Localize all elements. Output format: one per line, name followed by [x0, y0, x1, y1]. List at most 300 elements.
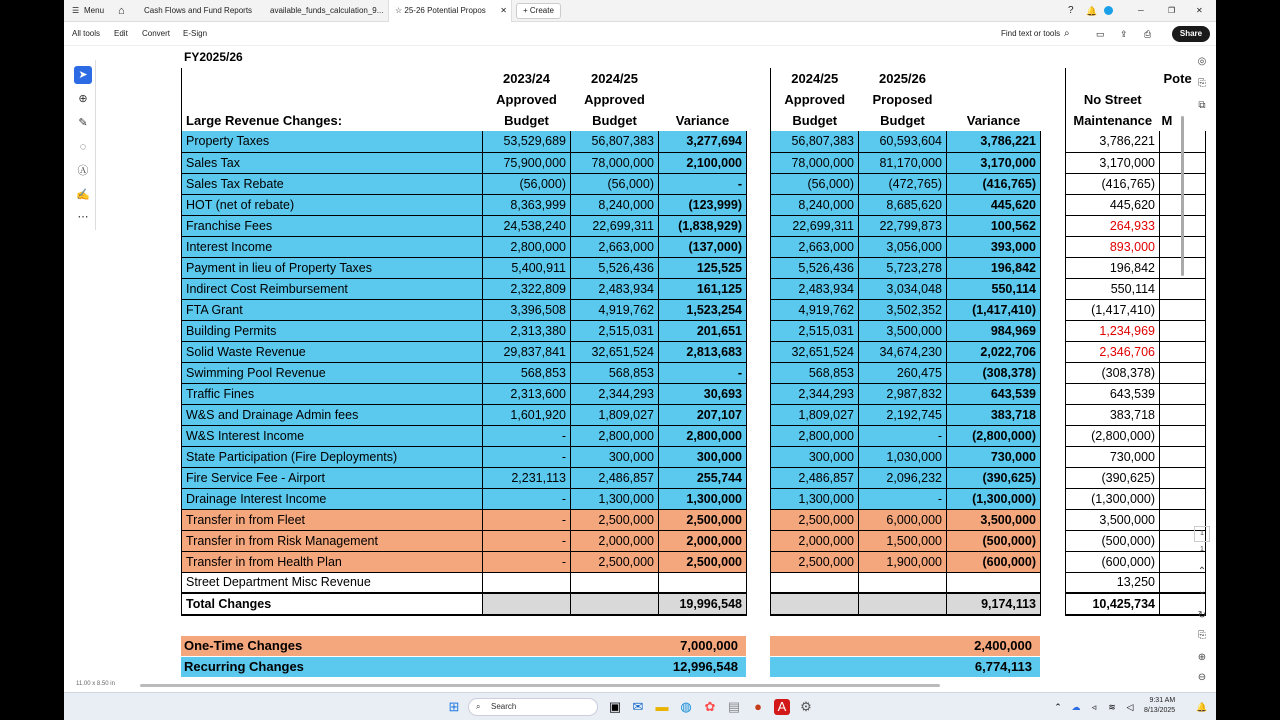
- budget-2526: 2,096,232: [859, 467, 947, 488]
- table-row: [1066, 404, 1206, 425]
- budget-2526: 8,685,620: [859, 194, 947, 215]
- table-row: [182, 383, 747, 404]
- row-label: Transfer in from Fleet: [182, 509, 483, 530]
- table-row: [771, 278, 1041, 299]
- variance: 201,651: [659, 320, 747, 341]
- budget-2324: 29,837,841: [483, 341, 571, 362]
- task-view-icon[interactable]: ▣: [608, 699, 622, 714]
- table-row: [182, 236, 747, 257]
- one-time-mid-value: 2,400,000: [974, 638, 1032, 653]
- budget-2324: 2,800,000: [483, 236, 571, 257]
- text-tool-icon[interactable]: Ⓐ: [77, 165, 89, 177]
- variance: 2,022,706: [947, 341, 1041, 362]
- budget-2425: 32,651,524: [571, 341, 659, 362]
- row-label: Traffic Fines: [182, 383, 483, 404]
- table-row: [771, 446, 1041, 467]
- budget-2425: 2,663,000: [571, 236, 659, 257]
- table-row: [771, 320, 1041, 341]
- variance-header: [659, 89, 747, 110]
- budget-2425: 1,300,000: [571, 488, 659, 509]
- m-header: Pote: [1160, 68, 1206, 89]
- settings-gear-icon[interactable]: ⚙: [800, 699, 812, 714]
- variance: (600,000): [947, 551, 1041, 572]
- total-no-street: 10,425,734: [1066, 593, 1160, 615]
- budget-2425: 2,000,000: [771, 530, 859, 551]
- no-street-value: (1,300,000): [1066, 488, 1160, 509]
- table-row: [771, 173, 1041, 194]
- one-time-left-value: 7,000,000: [680, 638, 738, 653]
- budget-2425: 2,483,934: [571, 278, 659, 299]
- table-row: [182, 320, 747, 341]
- middle-revenue-table: [770, 68, 1041, 616]
- row-label: FTA Grant: [182, 299, 483, 320]
- page-down-icon[interactable]: ⌄: [1197, 586, 1207, 597]
- outlook-icon[interactable]: ✉: [632, 699, 644, 714]
- upload-icon[interactable]: ⇪: [1120, 29, 1128, 39]
- clock-time: 9:31 AM: [1149, 697, 1176, 704]
- row-label: Building Permits: [182, 320, 483, 341]
- zoom-out-icon[interactable]: ⊖: [1197, 672, 1207, 683]
- variance: 2,000,000: [659, 530, 747, 551]
- table-row: [182, 215, 747, 236]
- budget-2425: 300,000: [771, 446, 859, 467]
- table-row: [1066, 551, 1206, 572]
- budget-2425: 2,800,000: [571, 425, 659, 446]
- edge-icon[interactable]: ◍: [680, 699, 692, 714]
- wifi-icon[interactable]: ≋: [1108, 702, 1116, 712]
- budget-2324: [483, 572, 571, 593]
- total-row: [182, 593, 747, 615]
- close-tab-icon[interactable]: ✕: [500, 6, 507, 15]
- table-row: [771, 404, 1041, 425]
- no-street-value: 264,933: [1066, 215, 1160, 236]
- budget-2425: 2,500,000: [571, 509, 659, 530]
- more-tools-icon[interactable]: ⋯: [77, 211, 89, 223]
- menu-bar: [64, 22, 1216, 46]
- variance: 445,620: [947, 194, 1041, 215]
- row-label: Payment in lieu of Property Taxes: [182, 257, 483, 278]
- tab-label: 25-26 Potential Propos: [404, 6, 486, 15]
- table-row: [771, 488, 1041, 509]
- table-row: [1066, 257, 1206, 278]
- variance: 3,500,000: [947, 509, 1041, 530]
- variance: 196,842: [947, 257, 1041, 278]
- budget-2425: 568,853: [571, 362, 659, 383]
- row-label: Swimming Pool Revenue: [182, 362, 483, 383]
- table-row: [771, 467, 1041, 488]
- variance: 207,107: [659, 404, 747, 425]
- table-row: [771, 131, 1041, 152]
- row-label: W&S and Drainage Admin fees: [182, 404, 483, 425]
- budget-2425: 300,000: [571, 446, 659, 467]
- variance-header: Variance: [966, 113, 1021, 128]
- variance: (1,838,929): [659, 215, 747, 236]
- help-icon[interactable]: ?: [1068, 5, 1074, 16]
- budget-2425: 8,240,000: [771, 194, 859, 215]
- budget-2324: 2,231,113: [483, 467, 571, 488]
- row-label: State Participation (Fire Deployments): [182, 446, 483, 467]
- clock-date: 8/13/2025: [1144, 707, 1176, 714]
- budget-2526: 6,000,000: [859, 509, 947, 530]
- proposed-2526-header: Proposed: [872, 92, 933, 107]
- variance: (500,000): [947, 530, 1041, 551]
- no-street-value: 2,346,706: [1066, 341, 1160, 362]
- no-street-value: 1,234,969: [1066, 320, 1160, 341]
- header-row: [771, 110, 1041, 131]
- no-street-header: [1066, 68, 1160, 89]
- variance: (308,378): [947, 362, 1041, 383]
- pages-icon[interactable]: ⧉: [1198, 100, 1206, 111]
- no-street-value: 643,539: [1066, 383, 1160, 404]
- budget-2526: -: [859, 425, 947, 446]
- budget-2425: 4,919,762: [571, 299, 659, 320]
- total-blank: [483, 593, 571, 615]
- budget-2526: 1,900,000: [859, 551, 947, 572]
- acrobat-icon[interactable]: A: [774, 699, 790, 715]
- no-street-value: 383,718: [1066, 404, 1160, 425]
- page-heading: FY2025/26: [184, 50, 243, 64]
- tab-label: Cash Flows and Fund Reports: [144, 6, 253, 15]
- table-row: [182, 551, 747, 572]
- approved-2425-header: Budget: [592, 113, 637, 128]
- recurring-label: Recurring Changes: [184, 659, 304, 674]
- left-toolbar: [70, 60, 96, 230]
- row-label: Drainage Interest Income: [182, 488, 483, 509]
- tab-bar: [64, 0, 1216, 22]
- budget-2526: 3,500,000: [859, 320, 947, 341]
- no-street-value: 3,170,000: [1066, 152, 1160, 173]
- powerpoint-icon[interactable]: ●: [754, 699, 762, 714]
- budget-2324: 24,538,240: [483, 215, 571, 236]
- budget-2425: 2,800,000: [771, 425, 859, 446]
- lasso-tool-icon[interactable]: ◌: [79, 141, 87, 153]
- menu-esign[interactable]: E-Sign: [183, 29, 208, 38]
- select-tool-icon[interactable]: ➤: [74, 66, 92, 84]
- variance: (2,800,000): [947, 425, 1041, 446]
- comments-icon[interactable]: ◎: [1197, 56, 1207, 67]
- label-header: Large Revenue Changes:: [182, 110, 483, 131]
- variance: [947, 572, 1041, 593]
- table-row: [1066, 362, 1206, 383]
- table-row: [1066, 278, 1206, 299]
- budget-2425: 2,000,000: [571, 530, 659, 551]
- page-number-box[interactable]: 1: [1194, 526, 1210, 542]
- header-row: [182, 89, 747, 110]
- table-row: [771, 509, 1041, 530]
- budget-2425: 2,344,293: [571, 383, 659, 404]
- table-row: [1066, 152, 1206, 173]
- document-view: [64, 46, 1192, 680]
- row-label: Transfer in from Health Plan: [182, 551, 483, 572]
- budget-2425: [771, 572, 859, 593]
- budget-2425: 2,500,000: [771, 509, 859, 530]
- table-row: [1066, 467, 1206, 488]
- minimize-icon[interactable]: ─: [1138, 6, 1144, 15]
- budget-2324: 8,363,999: [483, 194, 571, 215]
- budget-2526: 5,723,278: [859, 257, 947, 278]
- variance: 300,000: [659, 446, 747, 467]
- variance: 2,100,000: [659, 152, 747, 173]
- variance-header: [947, 89, 1041, 110]
- variance: 393,000: [947, 236, 1041, 257]
- row-label: HOT (net of rebate): [182, 194, 483, 215]
- header-row: [1066, 89, 1206, 110]
- budget-2324: 75,900,000: [483, 152, 571, 173]
- no-street-value: 3,500,000: [1066, 509, 1160, 530]
- total-blank: [571, 593, 659, 615]
- budget-2425: 78,000,000: [571, 152, 659, 173]
- header-row: [1066, 68, 1206, 89]
- right-revenue-table: [1065, 68, 1206, 616]
- table-row: [1066, 320, 1206, 341]
- cloud-icon[interactable]: ☁: [1071, 702, 1081, 712]
- budget-2425: 4,919,762: [771, 299, 859, 320]
- table-row: [182, 257, 747, 278]
- no-street-value: (2,800,000): [1066, 425, 1160, 446]
- table-row: [771, 215, 1041, 236]
- one-time-label: One-Time Changes: [184, 638, 303, 653]
- budget-2425: (56,000): [771, 173, 859, 194]
- table-row: [771, 299, 1041, 320]
- notification-icon[interactable]: 🔔: [1086, 6, 1098, 16]
- budget-2526: 3,034,048: [859, 278, 947, 299]
- proposed-2526-header: 2025/26: [879, 71, 926, 86]
- one-time-row-mid: [770, 636, 1040, 656]
- budget-2324: -: [483, 446, 571, 467]
- table-row: [182, 488, 747, 509]
- maximize-icon[interactable]: ❐: [1168, 6, 1176, 15]
- variance: -: [659, 362, 747, 383]
- budget-2425: [571, 572, 659, 593]
- taskbar-search[interactable]: [468, 698, 598, 716]
- m-header: M: [1160, 110, 1206, 131]
- table-row: [182, 278, 747, 299]
- budget-2526: 3,502,352: [859, 299, 947, 320]
- acrobat-window: [64, 0, 1216, 720]
- variance: -: [659, 173, 747, 194]
- tab-available-funds[interactable]: [264, 0, 384, 22]
- budget-2526: 60,593,604: [859, 131, 947, 152]
- proposed-2526-header: Budget: [880, 113, 925, 128]
- budget-2425: 32,651,524: [771, 341, 859, 362]
- budget-2425: 1,809,027: [771, 404, 859, 425]
- print-icon[interactable]: ⎙: [1144, 29, 1152, 39]
- variance: (1,300,000): [947, 488, 1041, 509]
- table-row: [1066, 425, 1206, 446]
- total-variance: 9,174,113: [947, 593, 1041, 615]
- create-button[interactable]: + Create: [516, 3, 561, 19]
- budget-2324: 2,322,809: [483, 278, 571, 299]
- table-row: [771, 572, 1041, 593]
- no-street-value: (390,625): [1066, 467, 1160, 488]
- variance: (390,625): [947, 467, 1041, 488]
- no-street-value: (308,378): [1066, 362, 1160, 383]
- table-row: [771, 194, 1041, 215]
- menu-convert[interactable]: Convert: [142, 29, 171, 38]
- page-size-label: 11.00 x 8.50 in: [76, 681, 115, 687]
- table-row: [182, 530, 747, 551]
- recurring-mid-value: 6,774,113: [974, 659, 1032, 674]
- budget-2425: 1,809,027: [571, 404, 659, 425]
- refresh-icon[interactable]: ↻: [1197, 610, 1207, 621]
- search-icon[interactable]: ⌕: [1064, 28, 1070, 39]
- stamp-tool-icon[interactable]: ✍: [76, 189, 90, 201]
- header-row: [771, 68, 1041, 89]
- row-label: Transfer in from Risk Management: [182, 530, 483, 551]
- variance: [659, 572, 747, 593]
- bookmark-icon[interactable]: ⎘: [1198, 78, 1206, 89]
- no-street-header: Maintenance: [1066, 110, 1160, 131]
- budget-2526: 2,987,832: [859, 383, 947, 404]
- table-row: [182, 341, 747, 362]
- vertical-scrollbar[interactable]: [1181, 116, 1184, 276]
- budget-2425: 2,483,934: [771, 278, 859, 299]
- variance: 550,114: [947, 278, 1041, 299]
- row-label: Property Taxes: [182, 131, 483, 152]
- no-street-value: (600,000): [1066, 551, 1160, 572]
- avatar[interactable]: [1104, 0, 1113, 22]
- table-row: [1066, 131, 1206, 152]
- label-header: [182, 68, 483, 89]
- variance: 2,800,000: [659, 425, 747, 446]
- variance: 2,500,000: [659, 509, 747, 530]
- variance: 3,277,694: [659, 131, 747, 152]
- tab-potential-proposals[interactable]: [388, 0, 512, 22]
- chevron-up-icon[interactable]: ⌃: [1054, 702, 1062, 712]
- table-row: [1066, 530, 1206, 551]
- budget-2526: -: [859, 488, 947, 509]
- menu-button[interactable]: Menu: [84, 6, 105, 15]
- budget-2324: -: [483, 425, 571, 446]
- row-label: Sales Tax: [182, 152, 483, 173]
- budget-2526: 2,192,745: [859, 404, 947, 425]
- variance: 125,525: [659, 257, 747, 278]
- budget-2425: 5,526,436: [771, 257, 859, 278]
- recurring-row-left: [181, 657, 746, 677]
- budget-2425: 2,500,000: [771, 551, 859, 572]
- budget-2324: 3,396,508: [483, 299, 571, 320]
- budget-2324: 5,400,911: [483, 257, 571, 278]
- row-label: Interest Income: [182, 236, 483, 257]
- system-clock[interactable]: [1144, 696, 1175, 716]
- table-row: [771, 383, 1041, 404]
- search-icon: ⌕: [476, 702, 481, 711]
- variance: 3,170,000: [947, 152, 1041, 173]
- budget-2324: 53,529,689: [483, 131, 571, 152]
- share-button[interactable]: Share: [1172, 26, 1210, 42]
- save-icon[interactable]: ▭: [1096, 29, 1105, 39]
- hamburger-icon[interactable]: ☰: [72, 6, 80, 15]
- no-street-value: 893,000: [1066, 236, 1160, 257]
- total-row: [771, 593, 1041, 615]
- create-label: Create: [529, 6, 554, 15]
- left-revenue-table: [181, 68, 747, 616]
- budget-2425: 2,486,857: [571, 467, 659, 488]
- windows-start-icon[interactable]: ⊞: [448, 699, 460, 714]
- variance: (123,999): [659, 194, 747, 215]
- label-header: [182, 89, 483, 110]
- home-icon[interactable]: ⌂: [118, 5, 125, 17]
- network-icon[interactable]: ◃: [1091, 702, 1097, 712]
- budget-2425: 2,486,857: [771, 467, 859, 488]
- table-row: [182, 131, 747, 152]
- no-street-value: 196,842: [1066, 257, 1160, 278]
- table-row: [1066, 446, 1206, 467]
- tab-cash-flows[interactable]: [138, 0, 253, 22]
- budget-2324: -: [483, 530, 571, 551]
- photos-icon[interactable]: ✿: [704, 699, 716, 714]
- notifications-bell-icon[interactable]: 🔔: [1196, 702, 1208, 712]
- menu-edit[interactable]: Edit: [114, 29, 128, 38]
- table-row: [771, 530, 1041, 551]
- variance: 255,744: [659, 467, 747, 488]
- horizontal-scrollbar[interactable]: [140, 684, 940, 687]
- table-row: [771, 551, 1041, 572]
- menu-all-tools[interactable]: All tools: [72, 29, 101, 38]
- table-row: [1066, 341, 1206, 362]
- budget-2425: 2,663,000: [771, 236, 859, 257]
- close-window-icon[interactable]: ✕: [1196, 6, 1203, 15]
- pen-tool-icon[interactable]: ✎: [78, 117, 88, 129]
- header-row: [182, 110, 747, 131]
- save-page-icon[interactable]: ⎘: [1198, 630, 1206, 641]
- variance: 2,813,683: [659, 341, 747, 362]
- budget-2425: 78,000,000: [771, 152, 859, 173]
- budget-2425: 8,240,000: [571, 194, 659, 215]
- row-label: Fire Service Fee - Airport: [182, 467, 483, 488]
- row-label: Solid Waste Revenue: [182, 341, 483, 362]
- table-row: [182, 509, 747, 530]
- budget-2425: 568,853: [771, 362, 859, 383]
- approved-2425-header: Approved: [771, 89, 859, 110]
- variance: 1,523,254: [659, 299, 747, 320]
- budget-2526: 1,030,000: [859, 446, 947, 467]
- budget-2324: (56,000): [483, 173, 571, 194]
- windows-taskbar: [64, 692, 1216, 720]
- file-explorer-icon[interactable]: ▬: [655, 699, 669, 714]
- budget-2526: [859, 572, 947, 593]
- table-row: [182, 467, 747, 488]
- table-row: [1066, 173, 1206, 194]
- variance: (1,417,410): [947, 299, 1041, 320]
- budget-2526: 1,500,000: [859, 530, 947, 551]
- total-blank: [859, 593, 947, 615]
- zoom-in-icon[interactable]: ⊕: [1197, 652, 1207, 663]
- table-row: [182, 362, 747, 383]
- budget-2324: -: [483, 509, 571, 530]
- find-text-button[interactable]: Find text or tools: [1001, 29, 1061, 38]
- table-row: [771, 362, 1041, 383]
- table-row: [1066, 236, 1206, 257]
- table-row: [1066, 194, 1206, 215]
- budget-2425: 1,300,000: [771, 488, 859, 509]
- no-street-value: (500,000): [1066, 530, 1160, 551]
- variance: 30,693: [659, 383, 747, 404]
- page-up-icon[interactable]: ⌃: [1197, 566, 1207, 577]
- budget-2425: (56,000): [571, 173, 659, 194]
- store-icon[interactable]: ▤: [727, 699, 741, 714]
- no-street-value: 3,786,221: [1066, 131, 1160, 152]
- tab-label: available_funds_calculation_9...: [270, 6, 384, 15]
- row-label: W&S Interest Income: [182, 425, 483, 446]
- budget-2425: 2,500,000: [571, 551, 659, 572]
- table-row: [182, 446, 747, 467]
- zoom-tool-icon[interactable]: ⊕: [78, 93, 88, 105]
- volume-icon[interactable]: ◁: [1126, 702, 1134, 712]
- variance: 643,539: [947, 383, 1041, 404]
- budget-2425: 56,807,383: [771, 131, 859, 152]
- row-label: Sales Tax Rebate: [182, 173, 483, 194]
